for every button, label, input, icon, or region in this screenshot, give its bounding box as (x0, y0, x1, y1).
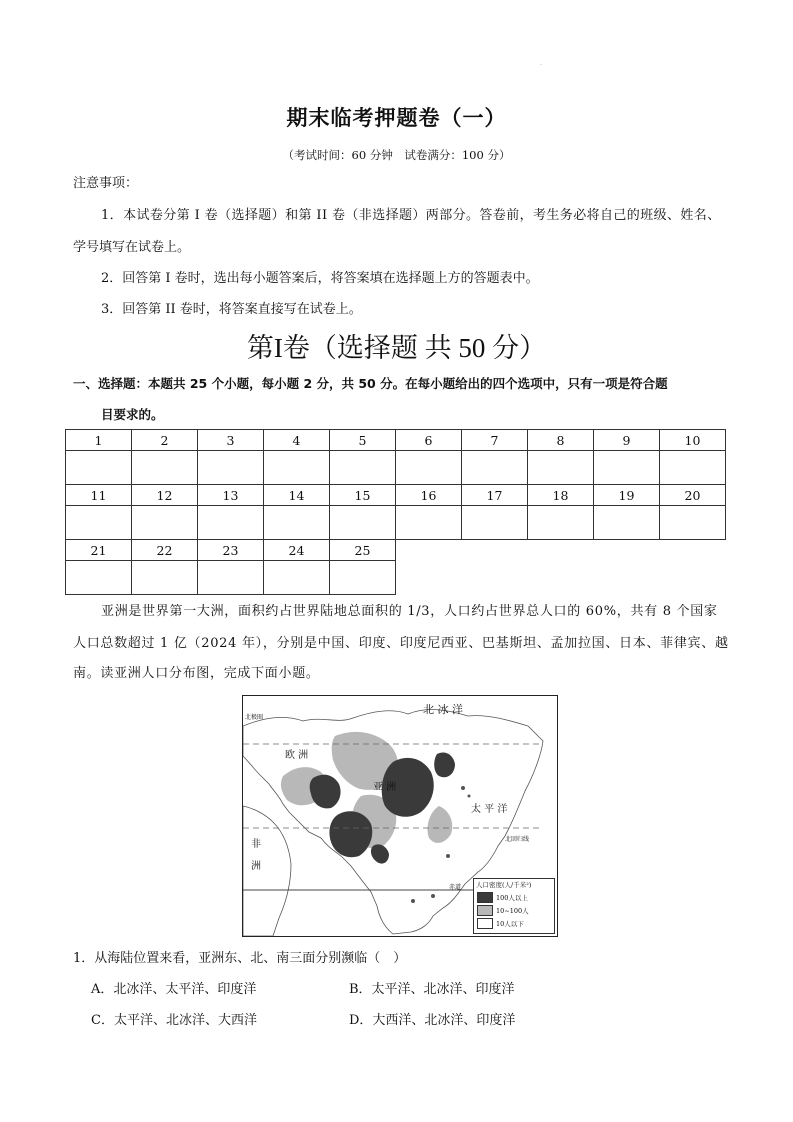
answer-cell[interactable] (660, 451, 726, 485)
density-medium (427, 806, 452, 843)
asia-population-map (242, 695, 558, 937)
answer-row-numbers (66, 485, 726, 506)
answer-number: 8 (528, 430, 594, 451)
label-equator: 赤道 (449, 884, 462, 891)
notice-item-3: 3．回答第 II 卷时，将答案直接写在试卷上。 (101, 302, 362, 317)
island (431, 894, 435, 898)
answer-number: 9 (594, 430, 660, 451)
answer-cell[interactable] (264, 506, 330, 540)
passage-line3: 南。读亚洲人口分布图，完成下面小题。 (73, 666, 320, 681)
notice-item-1: 1．本试卷分第 I 卷（选择题）和第 II 卷（非选择题）两部分。答卷前，考生务必将自己的班级、姓名、 (101, 208, 721, 223)
density-high (371, 844, 389, 863)
legend-swatch-high (477, 892, 493, 903)
island (461, 786, 465, 790)
legend-low: 10人以下 (496, 920, 524, 928)
answer-cell[interactable] (528, 506, 594, 540)
legend-high: 100人以上 (496, 894, 528, 902)
answer-number: 17 (462, 485, 528, 506)
answer-row-blanks (66, 561, 726, 595)
passage-line1: 亚洲是世界第一大洲，面积约占世界陆地总面积的 1/3，人口约占世界总人口的 60%，共有 8 个国家 (101, 604, 718, 619)
answer-number: 13 (198, 485, 264, 506)
section-title: 第I卷（选择题 共 50 分） (246, 333, 547, 363)
label-tropic: 北回归线 (505, 836, 530, 843)
option-a[interactable]: A．北冰洋、太平洋、印度洋 (91, 982, 257, 997)
answer-row-blanks (66, 506, 726, 540)
label-asia: 亚 洲 (373, 782, 397, 793)
notice-item-1-cont: 学号填写在试卷上。 (73, 240, 191, 255)
answer-row-numbers (66, 540, 726, 561)
label-africa: 非 洲 (251, 839, 261, 872)
label-arctic-circle: 北极圈 (245, 714, 264, 721)
answer-cell[interactable] (330, 451, 396, 485)
page-title: 期末临考押题卷（一） (286, 106, 507, 130)
label-arctic-ocean: 北 冰 洋 (423, 703, 463, 716)
answer-number: 7 (462, 430, 528, 451)
answer-number: 1 (66, 430, 132, 451)
option-c[interactable]: C．太平洋、北冰洋、大西洋 (91, 1013, 257, 1028)
answer-cell[interactable] (198, 451, 264, 485)
answer-number: 11 (66, 485, 132, 506)
option-b[interactable]: B．太平洋、北冰洋、印度洋 (349, 982, 515, 997)
answer-cell[interactable] (396, 506, 462, 540)
map-legend (473, 878, 555, 934)
answer-cell[interactable] (132, 506, 198, 540)
answer-number: 12 (132, 485, 198, 506)
answer-cell[interactable] (660, 506, 726, 540)
scan-mark: · (540, 62, 542, 69)
label-europe: 欧 洲 (285, 750, 309, 761)
answer-table (65, 429, 726, 595)
answer-cell[interactable] (198, 561, 264, 595)
answer-number: 23 (198, 540, 264, 561)
legend-swatch-low (477, 918, 493, 929)
question-intro-line2: 目要求的。 (101, 407, 164, 422)
answer-cell[interactable] (330, 506, 396, 540)
answer-cell[interactable] (594, 506, 660, 540)
answer-row-blanks (66, 451, 726, 485)
label-pacific: 太 平 洋 (471, 804, 508, 815)
answer-number: 2 (132, 430, 198, 451)
answer-cell[interactable] (594, 451, 660, 485)
answer-number: 10 (660, 430, 726, 451)
answer-number: 5 (330, 430, 396, 451)
island (468, 795, 471, 798)
answer-number: 20 (660, 485, 726, 506)
legend-mid: 10~100人 (496, 907, 529, 915)
density-high (434, 752, 455, 777)
answer-number: 6 (396, 430, 462, 451)
answer-number: 22 (132, 540, 198, 561)
answer-number: 25 (330, 540, 396, 561)
answer-cell[interactable] (198, 506, 264, 540)
answer-cell[interactable] (330, 561, 396, 595)
exam-info: （考试时间：60 分钟 试卷满分：100 分） (282, 148, 511, 162)
island (411, 899, 415, 903)
question-intro-line1: 一、选择题：本题共 25 个小题，每小题 2 分，共 50 分。在每小题给出的四个选项中，只有一项是符合题 (73, 376, 668, 391)
density-high (329, 811, 372, 857)
density-high (310, 775, 341, 809)
question-1-stem: 1．从海陆位置来看，亚洲东、北、南三面分别濒临（ ） (73, 951, 407, 966)
answer-number: 21 (66, 540, 132, 561)
answer-number: 4 (264, 430, 330, 451)
answer-number: 16 (396, 485, 462, 506)
answer-cell[interactable] (396, 451, 462, 485)
answer-cell[interactable] (462, 506, 528, 540)
legend-swatch-mid (477, 905, 493, 916)
option-d[interactable]: D．大西洋、北冰洋、印度洋 (349, 1013, 516, 1028)
answer-cell[interactable] (264, 561, 330, 595)
answer-number: 14 (264, 485, 330, 506)
answer-cell[interactable] (528, 451, 594, 485)
notice-item-2: 2．回答第 I 卷时，选出每小题答案后，将答案填在选择题上方的答题表中。 (101, 271, 539, 286)
answer-row-numbers (66, 430, 726, 451)
answer-number: 24 (264, 540, 330, 561)
answer-number: 19 (594, 485, 660, 506)
island (446, 854, 450, 858)
answer-cell[interactable] (66, 506, 132, 540)
answer-cell[interactable] (132, 561, 198, 595)
notice-heading: 注意事项： (73, 176, 139, 191)
answer-number: 3 (198, 430, 264, 451)
legend-title: 人口密度(人/千米²) (476, 881, 532, 889)
answer-number: 15 (330, 485, 396, 506)
answer-cell[interactable] (132, 451, 198, 485)
answer-cell[interactable] (66, 561, 132, 595)
answer-cell[interactable] (66, 451, 132, 485)
answer-number: 18 (528, 485, 594, 506)
answer-cell[interactable] (462, 451, 528, 485)
passage-line2: 人口总数超过 1 亿（2024 年），分别是中国、印度、印度尼西亚、巴基斯坦、孟加拉国、日本、菲律宾、越 (73, 636, 729, 651)
answer-cell[interactable] (264, 451, 330, 485)
